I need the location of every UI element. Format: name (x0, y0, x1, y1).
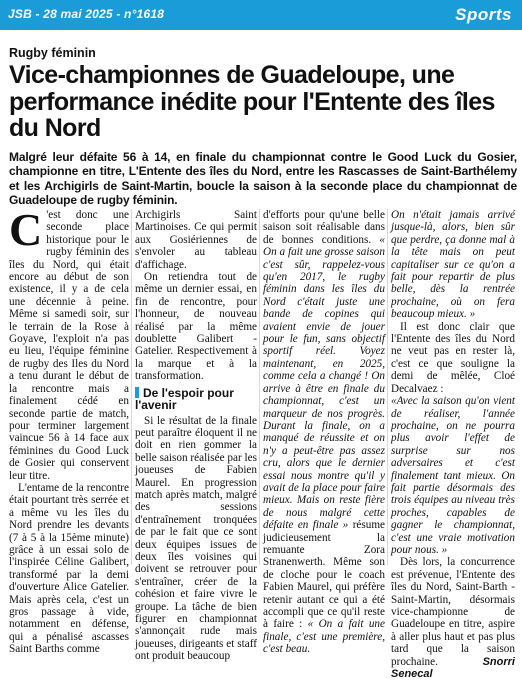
text-column-4 (391, 209, 515, 680)
article-headline: Vice-championnes de Guadeloupe, une performance inédite pour l'Entente des îles du Nord (9, 61, 495, 142)
body-paragraph: d'efforts pour qu'une belle saison soit réalisable dans de bonnes conditions. « On a fait une grosse saison c'est sûr, rappelez-vous qu'en 2017, le rugby féminin dans les îles du Nord c'était juste une bande de copines qui avaient envie de jouer pour le fun, sans objectif sportif réel. Voyez maintenant, en 2025, comme cela a changé ! On arrive à être en finale du championnat, c'est un marqueur de nos progrès. Durant la finale, on a manqué de réussite et on n'y a peut-être pas assez cru, alors que le dernier essai nous montre qu'il y avait de la place pour faire mieux. Mais on reste fière de nous malgré cette défaite en finale » résume judicieusement la remuante Zora Stranenwerth. Même son de cloche pour le coach Fabien Maurel, qui préfère retenir autant ce qui a été accompli que ce qu'il reste à faire : « On a fait une finale, c'est une première, c'est beau. (263, 209, 385, 656)
body-paragraph: On retiendra tout de même un dernier essai, en fin de rencontre, pour l'honneur, de nouveau réalisé par la même doublette Galibert - Gatelier. Respectivement à la marque et à la transformation. (135, 271, 257, 383)
subheading-marker (135, 387, 139, 398)
text-column-2 (135, 209, 257, 663)
body-paragraph: Dès lors, la concurrence est prévenue, l'Entente des îles du Nord, Saint-Barth - Saint-Martin, désormais vice-championne de Guadeloupe en titre, aspire à aller plus haut et pas plus tard que la saison prochaine. Snorri Senecal (391, 556, 515, 680)
quote: « On a fait une finale, c'est une première, c'est beau. (263, 618, 385, 656)
quote: «Avec la saison qu'on vient de réaliser, l'année prochaine, on ne pourra plus avoir l'effet de surprise sur nos adversaires et c'est finalement tant mieux. On fait partie désormais des trois équipes au niveau très proches, capables de gagner le championnat, c'est une vraie motivation pour nous. » (391, 395, 515, 556)
body-paragraph: Archigirls Saint Martinoises. Ce qui permit aux Gosiériennes de s'envoler au tableau d'affichage. (135, 209, 257, 271)
issue-meta: JSB - 28 mai 2025 - n°1618 (8, 7, 165, 21)
article-lead: Malgré leur défaite 56 à 14, en finale du championnat contre le Good Luck du Gosier, championne en titre, L'Entente des îles du Nord, entre les Rascasses de Saint-Barthélemy et les Archigirls de Saint-Martin, boucle la saison à la seconde place du championnat de Guadeloupe de rugby féminin. (9, 150, 517, 207)
author-signature: Snorri Senecal (391, 655, 515, 680)
column-divider (387, 209, 388, 565)
top-banner (0, 0, 522, 30)
quote: « On a fait une grosse saison c'est sûr, rappelez-vous qu'en 2017, le rugby féminin dans les îles du Nord c'était juste une bande de copines qui avaient envie de jouer pour le fun, sans objectif sportif réel. Voyez maintenant, en 2025, comme cela a changé ! On arrive à être en finale du championnat, c'est un marqueur de nos progrès. Durant la finale, on a manqué de réussite et on n'y a peut-être pas assez cru, alors que le dernier essai nous montre qu'il y avait de la place pour faire mieux. Mais on reste fière de nous malgré cette défaite en finale » (263, 233, 385, 532)
article-kicker: Rugby féminin (9, 46, 96, 60)
text-column-1 (9, 204, 129, 656)
section-label: Sports (455, 5, 512, 24)
drop-cap: C (9, 204, 43, 255)
quote: On n'était jamais arrivé jusque-là, alors, bien sûr que perdre, ça donne mal à la tête mais on peut capitaliser sur ce qu'on a fait pour repartir de plus belle, dès la rentrée prochaine, où on fera beaucoup mieux. » (391, 209, 515, 321)
text-column-3 (263, 209, 385, 656)
body-paragraph: L'entame de la rencontre était pourtant très serrée et a même vu les îles du Nord prendre les devants (7 à 5 à la 15ème minute) grâce à un essai solo de l'inspirée Céline Galibert, transformé par la demi d'ouverture Alice Gatelier. Mais après cela, c'est un gros passage à vide, notamment en défense, qui a pénalisé ascasses Saint Barths comme (9, 481, 129, 656)
body-paragraph: C 'est donc une seconde place historique pour le rugby féminin des îles du Nord, qui était encore au début de son existence, il y a de cela une décennie à peine. Même si samedi soir, sur le terrain de la Rose à Goyave, l'exploit n'a pas eu lieu, l'équipe féminine de rugby des Iles du Nord a tenu durant le début de la rencontre mais a finalement cédé en seconde partie de match, pour terminer largement vaincue 56 à 14 face aux féminines du Good Luck de Gosier qui conservent leur titre. (9, 204, 129, 482)
column-divider (259, 209, 260, 565)
body-paragraph: Si le résultat de la finale peut paraître éloquent il ne doit en rien gommer la belle saison réalisée par les joueuses de Fabien Maurel. En progression match après match, malgré des sessions d'entraînement tronquées de par le fait que ce sont deux équipes issues de deux îles voisines qui doivent se retrouver pour s'entraîner, créer de la cohésion et faire vivre le groupe. La tâche de bien figurer en championnat s'annonçait rude mais joueuses, dirigeants et staff ont produit beaucoup (135, 414, 257, 663)
subheading: De l'espoir pour l'avenir (135, 385, 234, 413)
body-paragraph: Il est donc clair que l'Entente des îles du Nord ne veut pas en rester là, c'est ce que souligne la demi de mêlée, Cloé Decalvaez : (391, 320, 515, 395)
column-divider (131, 209, 132, 565)
